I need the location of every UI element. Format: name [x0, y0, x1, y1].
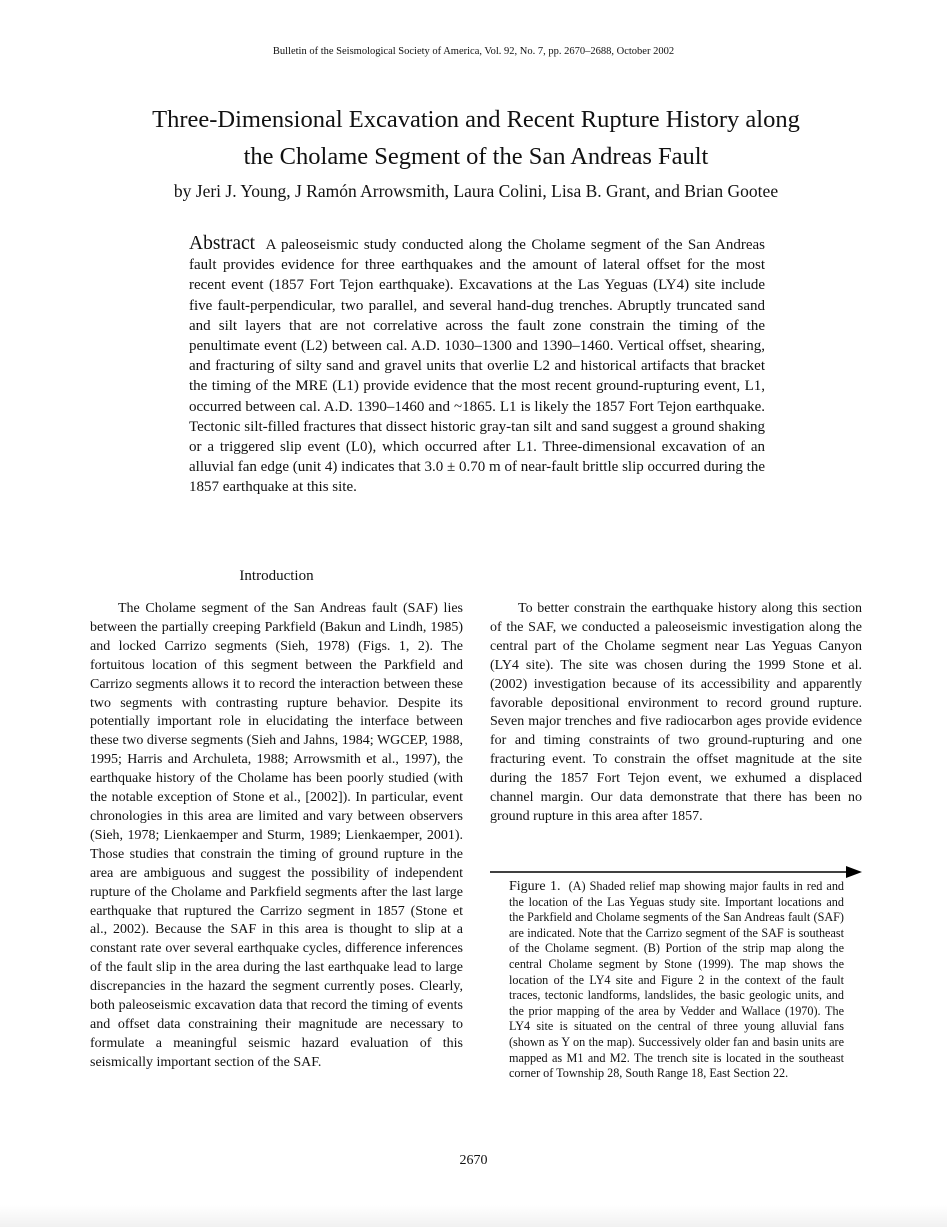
- paper-title: [100, 101, 852, 175]
- intro-paragraph-right: To better constrain the earthquake history along this section of the SAF, we conducted a paleoseismic investigation along the central part of the Cholame segment near Las Yeguas Canyon (LY4 site). The site was chosen during the 1999 Stone et al. (2002) investigation because of its accessibility and apparently favorable depositional environment to record ground rupture. Seven major trenches and five radiocarbon ages provide evidence for and timing constraints of two ground-rupturing and one fracturing event. To constrain the offset magnitude at the site during the 1857 Fort Tejon event, we exhumed a displaced channel margin. Our data demonstrate that there has been no ground rupture in this area after 1857.: [490, 601, 862, 824]
- author-list: by Jeri J. Young, J Ramón Arrowsmith, Laura Colini, Lisa B. Grant, and Brian Gootee: [173, 181, 779, 201]
- figure-arrow: [490, 865, 862, 879]
- abstract-text: A paleoseismic study conducted along the Cholame segment of the San Andreas fault provides evidence for three earthquakes and the amount of lateral offset for the most recent event (1857 Fort Tejon earthquake). Excavations at the Las Yeguas (LY4) site include five fault-perpendicular, two parallel, and several hand-dug trenches. Abruptly truncated sand and silt layers that are not correlative across the fault zone constrain the timing of the penultimate event (L2) between cal. A.D. 1030–1300 and 1390–1460. Vertical offset, shearing, and fracturing of silty sand and gravel units that overlie L2 and historical artifacts that bracket the timing of the MRE (L1) provide evidence that the most recent ground-rupturing event, L1, occurred between cal. A.D. 1390–1460 and ~1865. L1 is likely the 1857 Fort Tejon earthquake. Tectonic silt-filled fractures that dissect historic gray-tan silt and sand suggest a ground shaking or a triggered slip event (L0), which occurred after L1. Three-dimensional excavation of an alluvial fan edge (unit 4) indicates that 3.0 ± 0.70 m of near-fault brittle slip occurred during the 1857 earthquake at this site.: [189, 237, 765, 496]
- abstract: [189, 234, 765, 498]
- figure-caption-text: (A) Shaded relief map showing major faults in red and the location of the Las Yeguas study site. Important locations and the Parkfield and Cholame segments of the San Andreas fault (SAF) are indicated. Note that the Carrizo segment of the SAF is southeast of the Cholame segment. (B) Portion of the strip map along the central Cholame segment by Stone (1999). The map shows the location of the LY4 site and Figure 2 in the context of the fault traces, tectonic landforms, landslides, the basic geologic units, and the prior mapping of the area by Vedder and Wallace (1970). The LY4 site is situated on the central of three young alluvial fans (shown as Y on the map). Successively older fan and basin units are mapped as M1 and M2. The trench site is located in the southeast corner of Township 28, South Range 18, East Section 22.: [509, 879, 845, 1081]
- figure-label: Figure 1.: [509, 879, 561, 894]
- figure-caption: [509, 879, 844, 1082]
- title-line-1: Three-Dimensional Excavation and Recent Rupture History along: [152, 106, 800, 133]
- title-line-2: the Cholame Segment of the San Andreas Fault: [243, 143, 709, 170]
- abstract-heading: Abstract: [189, 233, 256, 254]
- journal-header: Bulletin of the Seismological Society of America, Vol. 92, No. 7, pp. 2670–2688, October 2002: [272, 46, 675, 57]
- intro-paragraph-left: The Cholame segment of the San Andreas fault (SAF) lies between the partially creeping Parkfield (Bakun and Lindh, 1985) and locked Carrizo segments (Sieh, 1978) (Figs. 1, 2). The fortuitous location of this segment between the Parkfield and Carrizo segments allows it to record the interaction between these two segments with contrasting rupture behavior. Despite its potentially important role in elucidating the interface between these two diverse segments (Sieh and Jahns, 1984; WGCEP, 1988, 1995; Harris and Archuleta, 1988; Arrowsmith et al., 1997), the earthquake history of the Cholame has been poorly studied (with the notable exception of Stone et al., [2002]). In particular, event chronologies in this area are limited and vary between observers (Sieh, 1978; Lienkaemper and Sturm, 1989; Lienkaemper, 2001). Those studies that constrain the timing of ground rupture in the area are ambiguous and suggest the possibility of independent rupture of the Cholame and Parkfield segments after the last large earthquake that ruptured the Carrizo segment in 1857 (Stone et al., 2002). Because the SAF in this area is thought to slip at a constant rate over several earthquake cycles, difference inferences of the fault slip in the area during the last earthquake lead to large discrepancies in the hazard the segment currently poses. Clearly, both paleoseismic excavation data that record the timing of events and offset data constraining their magnitude are necessary to formulate a meaningful seismic hazard evaluation of this seismically important section of the SAF.: [90, 601, 463, 1070]
- introduction-heading: Introduction: [239, 568, 314, 584]
- page-bottom-edge: [0, 1205, 947, 1227]
- right-column: [490, 600, 862, 827]
- left-column: [90, 600, 463, 1073]
- page-number: 2670: [459, 1153, 488, 1168]
